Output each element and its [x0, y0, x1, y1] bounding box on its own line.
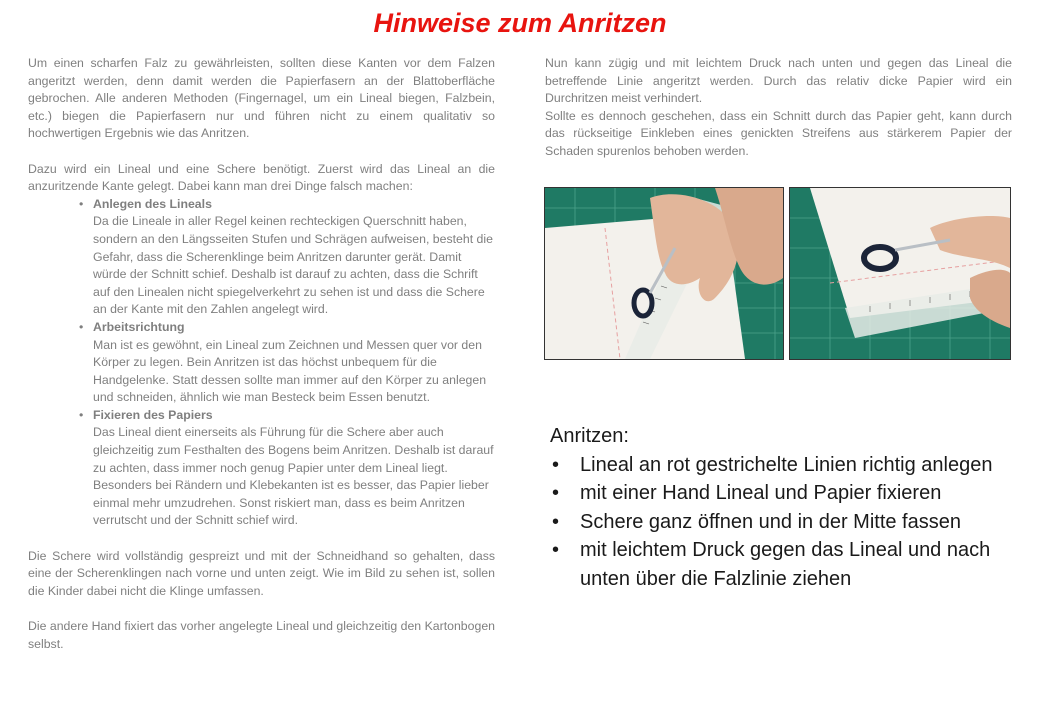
list-item: • Lineal an rot gestrichelte Linien richtig anlegen: [580, 451, 1020, 480]
bullet-title: • Fixieren des Papiers: [93, 407, 213, 422]
mistakes-list: [28, 196, 495, 530]
page-title: Hinweise zum Anritzen: [373, 8, 667, 38]
other-hand-paragraph: Die andere Hand fixiert das vorher angelegte Lineal und gleichzeitig den Kartonbogen selbst.: [28, 619, 495, 651]
bullet-title: • Anlegen des Lineals: [93, 196, 212, 211]
left-text-column: [28, 55, 495, 653]
scoring-paragraph: Nun kann zügig und mit leichtem Druck nach unten und gegen das Lineal die betreffende Linie angeritzt werden. Durch das relativ dicke Papier wird ein Durchritzen meist verhindert.: [545, 56, 1012, 106]
bullet-title: • Arbeitsrichtung: [93, 319, 185, 334]
summary-heading: Anritzen:: [550, 425, 629, 447]
list-item: [93, 319, 495, 407]
right-text-column: [545, 55, 1012, 161]
bullet-text: Da die Lineale in aller Regel keinen rechteckigen Querschnitt haben, sondern an den Längsseiten Stufen und Schrägen aufweisen, besteht die Gefahr, dass die Scherenklinge beim Anritzen darunter gerät. Damit würde der Schnitt schief. Deshalb ist darauf zu achten, dass die Schrift auf den Linealen nicht spiegelverkehrt zu sehen ist und dass die Schere an der Kante mit den Zahlen angelegt wird.: [93, 214, 493, 317]
bullet-text: Das Lineal dient einerseits als Führung für die Schere aber auch gleichzeitig zum Festhalten des Bogens beim Anritzen. Deshalb ist darauf zu achten, dass immer noch genug Papier unter dem Lineal liegt. Besonders bei Rändern und Klebekanten ist es besser, das Papier lieber einmal mehr umzudrehen. Sonst riskiert man, dass es beim Anritzen verrutscht und der Schnitt schief wird.: [93, 425, 494, 528]
photo-scissors-ruler: [789, 187, 1011, 360]
tools-paragraph: Dazu wird ein Lineal und eine Schere benötigt. Zuerst wird das Lineal an die anzuritzende Kante gelegt. Dabei kann man drei Dinge falsch machen:: [28, 161, 495, 194]
intro-paragraph: Um einen scharfen Falz zu gewährleisten, sollten diese Kanten vor dem Falzen angeritzt werden, denn damit werden die Papierfasern an der Blattoberfläche gebrochen. Alle anderen Methoden (Fingernagel, um ein Lineal biegen, Falzbein, etc.) biegen die Papierfasern nur und führen nicht zu einem qualitativ so hochwertigen Ergebnis wie das Anritzen.: [28, 56, 495, 141]
summary-box: [550, 422, 1020, 594]
list-item: [93, 407, 495, 530]
photo-scoring-hands: [544, 187, 784, 360]
scissors-paragraph: Die Schere wird vollständig gespreizt und mit der Schneidhand so gehalten, dass eine der Scherenklingen nach vorne und unten zeigt. Wie im Bild zu sehen ist, sollen die Kinder dabei nicht die Klinge umfassen.: [28, 548, 495, 598]
bullet-text: Man ist es gewöhnt, ein Lineal zum Zeichnen und Messen quer vor den Körper zu legen. Bein Anritzen ist das höchst unbequem für die Handgelenke. Statt dessen sollte man immer auf den Körper zu anlegen und schneiden, ähnlich wie man Besteck beim Essen benutzt.: [93, 337, 487, 405]
list-item: • Schere ganz öffnen und in der Mitte fassen: [580, 508, 1020, 537]
list-item: • mit leichtem Druck gegen das Lineal und nach unten über die Falzlinie ziehen: [580, 536, 1020, 593]
summary-list: [550, 451, 1020, 594]
list-item: [93, 196, 495, 319]
list-item: • mit einer Hand Lineal und Papier fixieren: [580, 479, 1020, 508]
repair-paragraph: Sollte es dennoch geschehen, dass ein Schnitt durch das Papier geht, kann durch das rückseitige Einkleben eines genickten Streifens aus stärkerem Papier der Schaden spurenlos behoben werden.: [545, 108, 1012, 158]
